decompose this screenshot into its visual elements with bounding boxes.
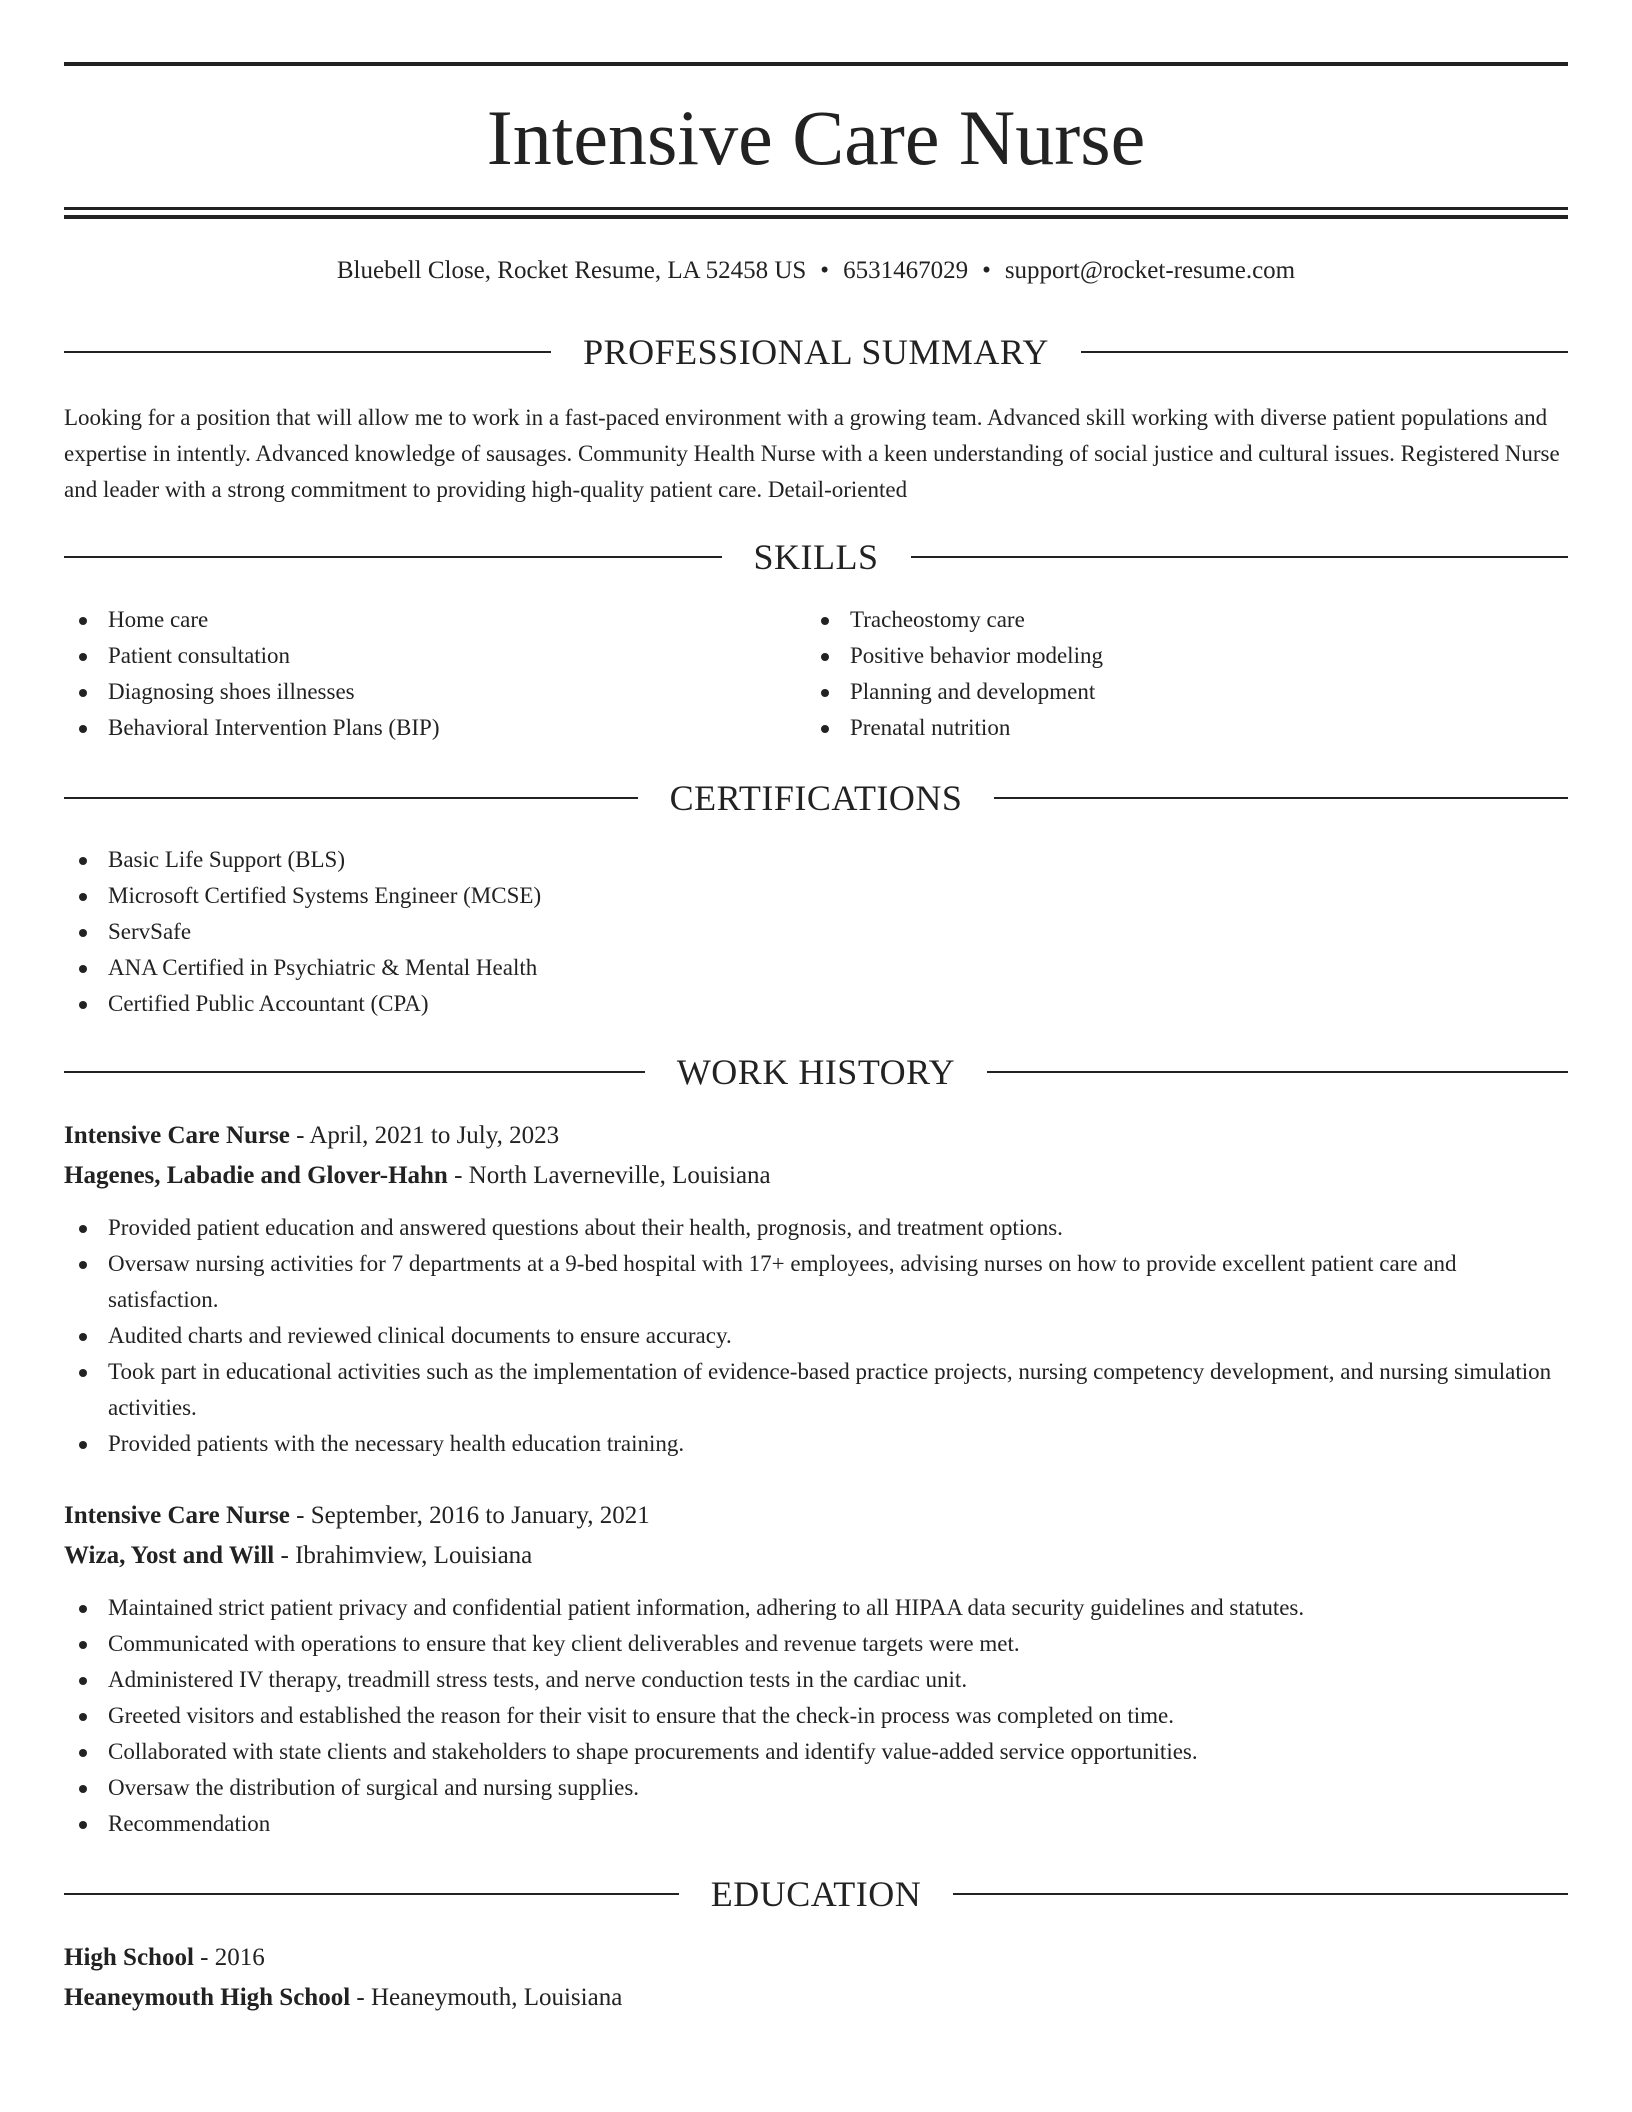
contact-email: support@rocket-resume.com — [1004, 257, 1296, 284]
skills-list-right — [806, 602, 1566, 746]
skill-item: Prenatal nutrition — [806, 710, 1566, 746]
certification-item: Certified Public Accountant (CPA) — [64, 986, 1568, 1022]
skills-list-left — [64, 602, 804, 746]
job-bullet: Took part in educational activities such as the implementation of evidence-based practice projects, nursing competency development, and nursing simulation activities. — [64, 1354, 1568, 1426]
job-bullet: Maintained strict patient privacy and confidential patient information, adhering to all HIPAA data security guidelines and statutes. — [64, 1590, 1568, 1626]
job-company: Wiza, Yost and Will — [64, 1542, 275, 1569]
education-heading-label: EDUCATION — [710, 1874, 922, 1914]
summary-heading — [64, 330, 1568, 374]
job-location: - Ibrahimview, Louisiana — [274, 1542, 533, 1569]
skill-item: Tracheostomy care — [806, 602, 1566, 638]
work-history-heading-label: WORK HISTORY — [676, 1052, 956, 1092]
contact-separator: • — [982, 257, 991, 284]
heading-rule-left — [64, 797, 638, 799]
title-rule-lower — [64, 215, 1568, 219]
job-bullet: Recommendation — [64, 1806, 1568, 1842]
heading-rule-right — [994, 797, 1568, 799]
certification-item: ANA Certified in Psychiatric & Mental Health — [64, 950, 1568, 986]
job-dates: - April, 2021 to July, 2023 — [289, 1122, 560, 1149]
title-rule-upper — [64, 207, 1568, 210]
job-bullet: Administered IV therapy, treadmill stress tests, and nerve conduction tests in the cardiac unit. — [64, 1662, 1568, 1698]
job-dates: - September, 2016 to January, 2021 — [289, 1502, 650, 1529]
job-bullets — [64, 1590, 1568, 1842]
job-title-line — [64, 1496, 1568, 1536]
education-degree: High School — [64, 1944, 194, 1971]
top-rule — [64, 62, 1568, 66]
job-bullet: Provided patients with the necessary health education training. — [64, 1426, 1568, 1462]
job-bullets — [64, 1210, 1568, 1462]
contact-separator: • — [820, 257, 830, 284]
summary-text: Looking for a position that will allow me to work in a fast-paced environment with a growing team. Advanced skill working with diverse patient populations and expertise in intently. Advanced knowledge of sausages. Community Health Nurse with a keen understanding of social justice and cultural issues. Registered Nurse and leader with a strong commitment to providing high-quality patient care. Detail-oriented — [64, 405, 1560, 502]
certifications-heading-label: CERTIFICATIONS — [669, 778, 963, 818]
contact-phone: 6531467029 — [843, 257, 969, 284]
heading-rule-left — [64, 351, 551, 353]
summary-heading-label: PROFESSIONAL SUMMARY — [583, 332, 1049, 372]
certifications-list — [64, 842, 1568, 1022]
education-heading — [64, 1872, 1568, 1916]
heading-rule-right — [987, 1071, 1568, 1073]
job-company-line — [64, 1536, 1568, 1576]
job-title-line — [64, 1116, 1568, 1156]
skill-item: Patient consultation — [64, 638, 804, 674]
job-bullet: Audited charts and reviewed clinical documents to ensure accuracy. — [64, 1318, 1568, 1354]
job-title: Intensive Care Nurse — [64, 1122, 290, 1149]
heading-rule-left — [64, 1071, 645, 1073]
heading-rule-left — [64, 1893, 679, 1895]
education-degree-line — [64, 1938, 1568, 1978]
job-bullet: Collaborated with state clients and stakeholders to shape procurements and identify value-added service opportunities. — [64, 1734, 1568, 1770]
skill-item: Behavioral Intervention Plans (BIP) — [64, 710, 804, 746]
contact-address: Bluebell Close, Rocket Resume, LA 52458 US — [336, 257, 807, 284]
skills-heading-label: SKILLS — [753, 537, 879, 577]
job-location: - North Laverneville, Louisiana — [447, 1162, 771, 1189]
job-bullet: Provided patient education and answered questions about their health, prognosis, and treatment options. — [64, 1210, 1568, 1246]
job-bullet: Oversaw the distribution of surgical and nursing supplies. — [64, 1770, 1568, 1806]
skill-item: Positive behavior modeling — [806, 638, 1566, 674]
job-bullet: Communicated with operations to ensure that key client deliverables and revenue targets were met. — [64, 1626, 1568, 1662]
heading-rule-right — [953, 1893, 1568, 1895]
skill-item: Planning and development — [806, 674, 1566, 710]
education-school-line — [64, 1978, 1568, 2018]
certification-item: Microsoft Certified Systems Engineer (MCSE) — [64, 878, 1568, 914]
job-company: Hagenes, Labadie and Glover-Hahn — [64, 1162, 448, 1189]
job-bullet: Greeted visitors and established the reason for their visit to ensure that the check-in process was completed on time. — [64, 1698, 1568, 1734]
skill-item: Diagnosing shoes illnesses — [64, 674, 804, 710]
education-school: Heaneymouth High School — [64, 1984, 351, 2011]
education-year: - 2016 — [193, 1944, 265, 1971]
heading-rule-left — [64, 556, 722, 558]
job-company-line — [64, 1156, 1568, 1196]
job-title: Intensive Care Nurse — [64, 1502, 290, 1529]
heading-rule-right — [911, 556, 1569, 558]
heading-rule-right — [1081, 351, 1568, 353]
certification-item: Basic Life Support (BLS) — [64, 842, 1568, 878]
job-bullet: Oversaw nursing activities for 7 departments at a 9-bed hospital with 17+ employees, advising nurses on how to provide excellent patient care and satisfaction. — [64, 1246, 1568, 1318]
skill-item: Home care — [64, 602, 804, 638]
resume-title: Intensive Care Nurse — [486, 94, 1146, 181]
certification-item: ServSafe — [64, 914, 1568, 950]
education-location: - Heaneymouth, Louisiana — [350, 1984, 623, 2011]
contact-line — [64, 254, 1568, 288]
skills-heading — [64, 535, 1568, 579]
work-history-heading — [64, 1050, 1568, 1094]
certifications-heading — [64, 776, 1568, 820]
